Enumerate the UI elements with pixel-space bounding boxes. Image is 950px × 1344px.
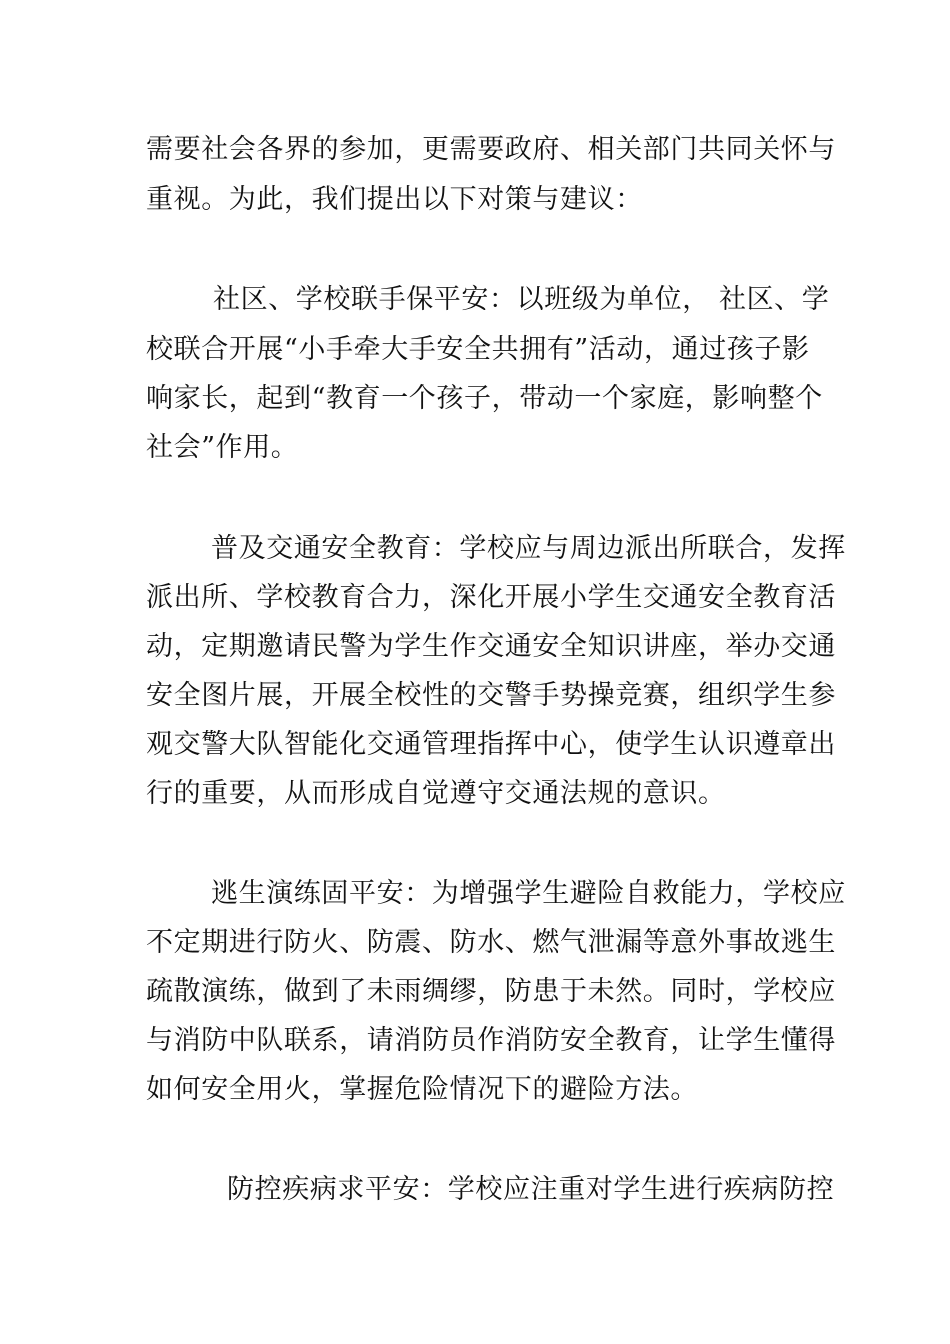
paragraph-4-line-2: 不定期进行防火、防震、防水、燃气泄漏等意外事故逃生 xyxy=(146,927,836,958)
paragraph-2-line-4: 社会”作用。 xyxy=(146,432,299,463)
paragraph-5-line-1: 防控疾病求平安：学校应注重对学生进行疾病防控 xyxy=(227,1174,835,1205)
paragraph-1-line-1: 需要社会各界的参加，更需要政府、相关部门共同关怀与 xyxy=(146,134,836,165)
paragraph-3-line-4: 安全图片展，开展全校性的交警手势操竞赛，组织学生参 xyxy=(146,680,836,711)
paragraph-4-line-4: 与消防中队联系，请消防员作消防安全教育，让学生懂得 xyxy=(146,1025,836,1056)
paragraph-2-line-3: 响家长，起到“教育一个孩子，带动一个家庭，影响整个 xyxy=(146,383,823,414)
paragraph-3-line-2: 派出所、学校教育合力，深化开展小学生交通安全教育活 xyxy=(146,582,836,613)
paragraph-2-line-2: 校联合开展“小手牵大手安全共拥有”活动，通过孩子影 xyxy=(146,334,810,365)
paragraph-4-line-1: 逃生演练固平安：为增强学生避险自救能力，学校应 xyxy=(211,878,846,909)
paragraph-3-line-3: 动，定期邀请民警为学生作交通安全知识讲座，举办交通 xyxy=(146,631,836,662)
paragraph-1-line-2: 重视。为此，我们提出以下对策与建议： xyxy=(146,184,643,215)
paragraph-4-line-5: 如何安全用火，掌握危险情况下的避险方法。 xyxy=(146,1074,698,1105)
paragraph-3-line-5: 观交警大队智能化交通管理指挥中心，使学生认识遵章出 xyxy=(146,729,836,760)
paragraph-4-line-3: 疏散演练，做到了未雨绸缪，防患于未然。同时，学校应 xyxy=(146,976,836,1007)
paragraph-3-line-6: 行的重要，从而形成自觉遵守交通法规的意识。 xyxy=(146,778,726,809)
paragraph-3-line-1: 普及交通安全教育：学校应与周边派出所联合，发挥 xyxy=(211,533,846,564)
paragraph-2-line-1: 社区、学校联手保平安：以班级为单位， 社区、学 xyxy=(213,284,830,315)
